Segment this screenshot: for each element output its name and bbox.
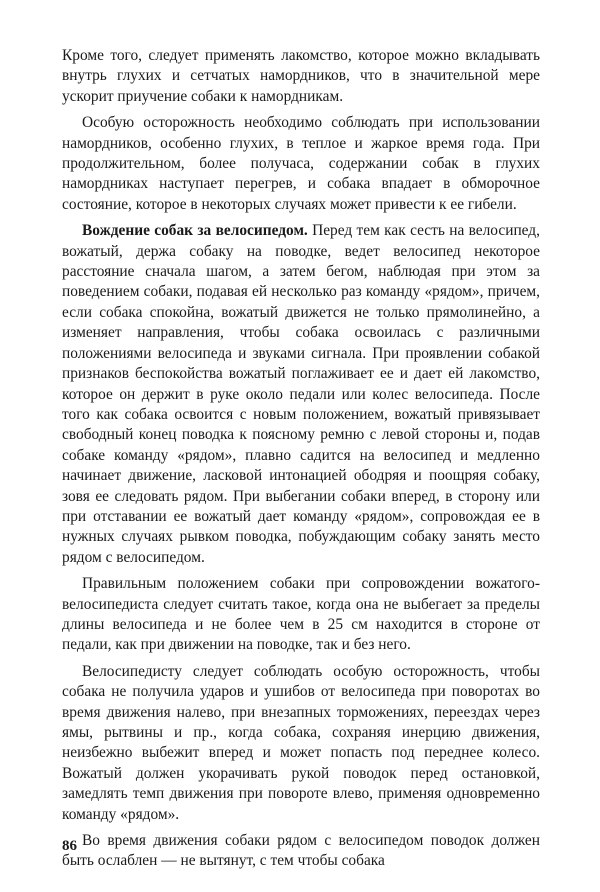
paragraph-muzzle-treats (62, 46, 540, 107)
paragraph-leash-slack (62, 831, 540, 872)
paragraph-text: Велосипедисту следует соблюдать особую осторожность, чтобы собака не получила ударов и ушибов от велосипеда при поворотах во время движения налево, при внезапных торможениях, переездах через ямы, рытвины и пр., когда собака, сохраняя инерцию движения, неизбежно выбежит вперед и может попасть под переднее колесо. Вожатый должен укорачивать рукой поводок перед остановкой, замедлять темп движения при повороте влево, применяя одновременно команду «рядом». (62, 662, 540, 823)
paragraph-bicycle-training (62, 221, 540, 568)
paragraph-text: Кроме того, следует применять лакомство, которое можно вкладывать внутрь глухих и сетчатых намордников, что в значительной мере ускорит приучение собаки к намордникам. (62, 47, 540, 105)
paragraph-text: Перед тем как сесть на велосипед, вожатый, держа собаку на поводке, ведет велосипед некоторое расстояние сначала шагом, а затем бегом, наблюдая при этом за поведением собаки, подавая ей несколько раз команду «рядом», причем, если собака спокойна, вожатый движется не только прямолинейно, а изменяет направления, чтобы собака освоилась с различными положениями велосипеда и звуками сигнала. При проявлении собакой признаков беспокойства вожатый поглаживает ее и дает ей лакомство, которое он держит в руке около педали или колес велосипеда. После того как собака освоится с новым положением, вожатый привязывает свободный конец поводка к поясному ремню с левой стороны и, подав собаке команду «рядом», плавно садится на велосипед и медленно начинает движение, ласковой интонацией ободряя и поощряя собаку, зовя ее следовать рядом. При выбегании собаки вперед, в сторону или при отставании ее вожатый дает команду «рядом», сопровождая ее в нужных случаях рывком поводка, побуждающим собаку занять место рядом с велосипедом. (62, 222, 540, 566)
paragraph-muzzle-caution (62, 113, 540, 215)
paragraph-text: Правильным положением собаки при сопровождении вожатого-велосипедиста следует считать такое, когда она не выбегает за пределы длины велосипеда и не более чем в 25 см находится в стороне от педали, как при движении на поводке, так и без него. (62, 575, 540, 654)
paragraph-text: Во время движения собаки рядом с велосипедом поводок должен быть ослаблен — не вытянут, с тем чтобы собака (62, 832, 540, 870)
paragraph-text: Особую осторожность необходимо соблюдать при использовании намордников, особенно глухих, в теплое и жаркое время года. При продолжительном, более получаса, содержании собак в глухих намордниках наступает перегрев, и собака впадает в обморочное состояние, которое в некоторых случаях может привести к ее гибели. (62, 114, 540, 213)
section-heading: Вождение собак за велосипедом. (82, 222, 308, 240)
page-number: 86 (62, 838, 77, 854)
paragraph-correct-position (62, 574, 540, 656)
paragraph-cyclist-caution (62, 662, 540, 825)
page-body (62, 46, 540, 878)
